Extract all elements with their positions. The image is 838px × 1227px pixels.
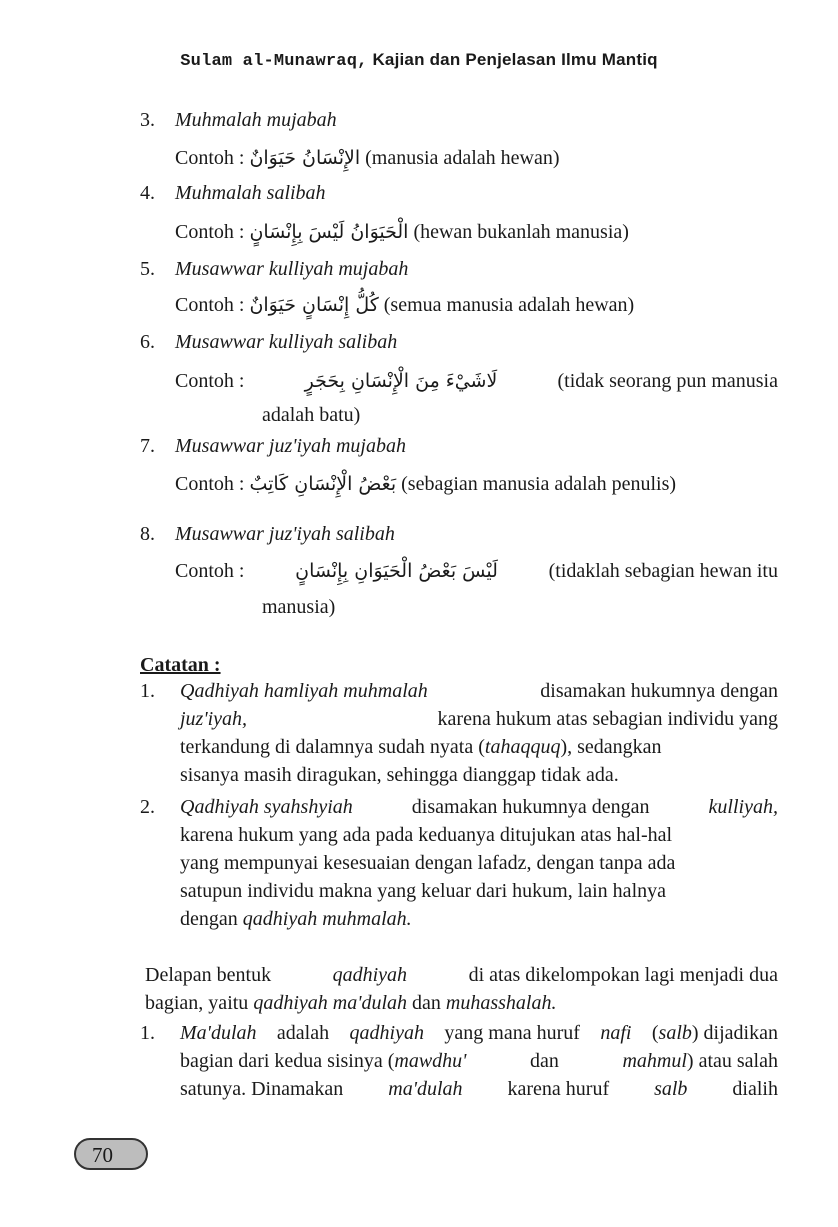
arabic-example: بَعْضُ الْإِنْسَانِ كَاتِبٌ (249, 473, 397, 495)
item-3-example (175, 145, 559, 171)
term: qadhiyah (332, 964, 408, 986)
text: satunya. Dinamakan (180, 1078, 344, 1100)
text: bagian, yaitu (145, 992, 249, 1014)
term: Qadhiyah syahshyiah (180, 796, 353, 818)
item-8-name: Musawwar juz'iyah salibah (175, 523, 395, 545)
example-meaning: (tidak seorang pun manusia (557, 370, 778, 392)
catatan-1-line-4: sisanya masih diragukan, sehingga dianggap tidak ada. (180, 764, 619, 786)
item-4-number: 4. (140, 182, 155, 204)
arabic-example: الْحَيَوَانُ لَيْسَ بِإِنْسَانٍ (249, 221, 409, 243)
page-number-badge (74, 1138, 148, 1170)
term: ma'dulah (388, 1078, 463, 1100)
text: dan (530, 1050, 559, 1072)
catatan-2-line-2: karena hukum yang ada pada keduanya ditujukan atas hal-hal (180, 824, 673, 846)
term: mawdhu' (394, 1050, 467, 1072)
text: yang mana huruf (444, 1022, 580, 1044)
closing-line-1 (145, 962, 778, 988)
item-5-example (175, 292, 634, 318)
arabic-example: لَيْسَ بَعْضُ الْحَيَوَانِ بِإِنْسَانٍ (295, 560, 498, 582)
item-3-number: 3. (140, 109, 155, 131)
arabic-example: الإِنْسَانُ حَيَوَانٌ (249, 147, 361, 169)
text: bagian dari kedua sisinya ( (180, 1050, 395, 1072)
arabic-example: كُلُّ إِنْسَانٍ حَيَوَانٌ (249, 294, 379, 316)
example-meaning: (manusia adalah hewan) (365, 147, 560, 169)
term: salb (658, 1022, 692, 1044)
item-6-example (175, 368, 778, 394)
term: Ma'dulah (180, 1022, 257, 1044)
contoh-label: Contoh : (175, 473, 245, 495)
term: nafi (600, 1022, 632, 1044)
item-8-example (175, 558, 778, 584)
header-title-rest: Kajian dan Penjelasan Ilmu Mantiq (372, 50, 658, 69)
text: ( (651, 1022, 659, 1044)
item-6-number: 6. (140, 331, 155, 353)
page-number: 70 (92, 1143, 113, 1167)
item-6-meaning-cont: adalah batu) (262, 404, 361, 426)
term: Qadhiyah hamliyah muhmalah (180, 680, 428, 702)
text: ) dijadikan (691, 1022, 778, 1044)
madulah-line-1 (180, 1020, 778, 1046)
catatan-1-number: 1. (140, 680, 155, 702)
text: dialih (732, 1078, 778, 1100)
item-8-meaning-cont: manusia) (262, 596, 336, 618)
item-6-name: Musawwar kulliyah salibah (175, 331, 398, 353)
term: tahaqquq (484, 736, 561, 758)
contoh-label: Contoh : (175, 560, 245, 582)
term: juz'iyah, (180, 708, 248, 730)
contoh-label: Contoh : (175, 221, 245, 243)
text: dengan (180, 908, 238, 930)
madulah-line-2 (180, 1048, 778, 1074)
text: disamakan hukumnya dengan (540, 680, 778, 702)
example-meaning: (sebagian manusia adalah penulis) (401, 473, 677, 495)
text: karena huruf (507, 1078, 610, 1100)
text: disamakan hukumnya dengan (411, 796, 650, 818)
catatan-1-line-2 (180, 706, 778, 732)
item-8-number: 8. (140, 523, 155, 545)
closing-line-2 (145, 990, 557, 1016)
item-7-name: Musawwar juz'iyah mujabah (175, 435, 406, 457)
term: salb (654, 1078, 688, 1100)
catatan-2-line-1 (180, 794, 778, 820)
term: mahmul (622, 1050, 687, 1072)
text: adalah (276, 1022, 330, 1044)
example-meaning: (semua manusia adalah hewan) (383, 294, 635, 316)
term: muhasshalah. (445, 992, 557, 1014)
text: karena hukum atas sebagian individu yang (437, 708, 778, 730)
catatan-2-line-4: satupun individu makna yang keluar dari hukum, lain halnya (180, 880, 666, 902)
text: dan (412, 992, 441, 1014)
term: qadhiyah ma'dulah (253, 992, 408, 1014)
running-header (0, 50, 838, 71)
header-title-mono: Sulam al-Munawraq, (180, 52, 368, 71)
item-7-example (175, 471, 676, 497)
example-meaning: (tidaklah sebagian hewan itu (548, 560, 778, 582)
item-3-name: Muhmalah mujabah (175, 109, 337, 131)
item-5-name: Musawwar kulliyah mujabah (175, 258, 409, 280)
madulah-number: 1. (140, 1022, 155, 1044)
term: qadhiyah muhmalah. (242, 908, 412, 930)
catatan-1-line-1 (180, 678, 778, 704)
text: terkandung di dalamnya sudah nyata ( (180, 736, 485, 758)
item-7-number: 7. (140, 435, 155, 457)
term: kulliyah, (708, 796, 778, 818)
text: ) atau salah (686, 1050, 778, 1072)
catatan-2-line-3: yang mempunyai kesesuaian dengan lafadz, dengan tanpa ada (180, 852, 676, 874)
catatan-1-line-3 (180, 734, 662, 760)
madulah-line-3 (180, 1076, 778, 1102)
item-4-name: Muhmalah salibah (175, 182, 326, 204)
item-4-example (175, 219, 629, 245)
contoh-label: Contoh : (175, 370, 245, 392)
catatan-2-line-5 (180, 906, 412, 932)
example-meaning: (hewan bukanlah manusia) (413, 221, 629, 243)
text: ), sedangkan (560, 736, 662, 758)
term: qadhiyah (349, 1022, 424, 1044)
catatan-2-number: 2. (140, 796, 155, 818)
text: di atas dikelompokan lagi menjadi dua (468, 964, 778, 986)
catatan-heading: Catatan : (140, 654, 221, 676)
item-5-number: 5. (140, 258, 155, 280)
text: Delapan bentuk (145, 964, 272, 986)
arabic-example: لَاشَيْءَ مِنَ الْإِنْسَانِ بِحَجَرٍ (304, 370, 498, 392)
contoh-label: Contoh : (175, 294, 245, 316)
contoh-label: Contoh : (175, 147, 245, 169)
